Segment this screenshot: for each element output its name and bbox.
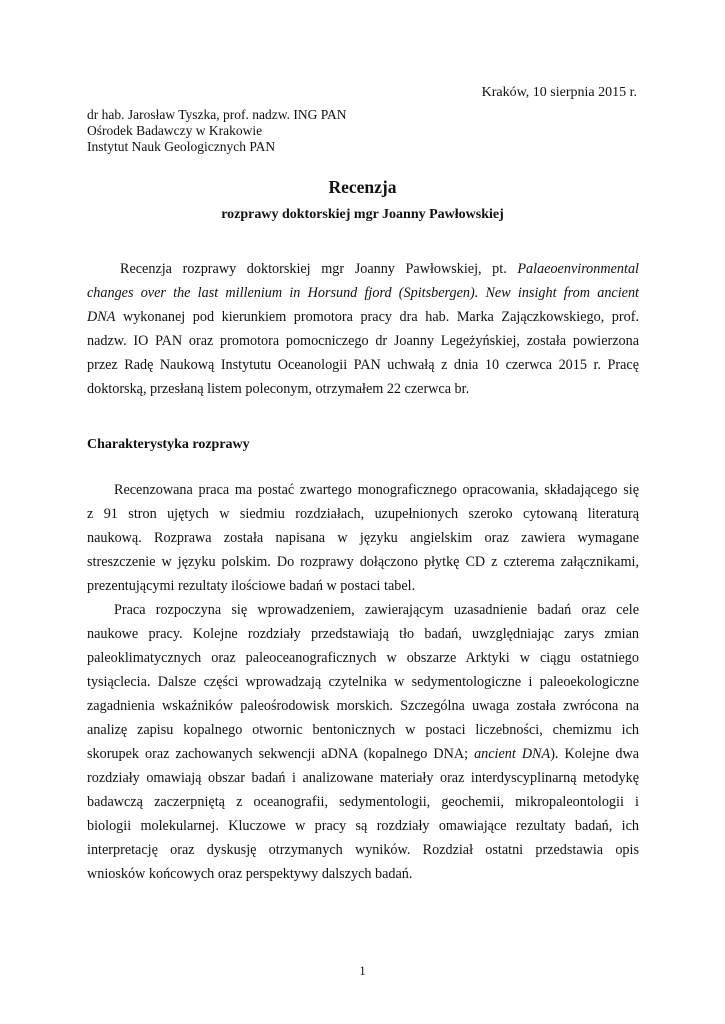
text-line: Recenzja rozprawy doktorskiej mgr Joanny Pawłowskiej, pt. Palaeoenvironmental [120,261,639,277]
reviewer-block [87,107,347,155]
reviewer-name: dr hab. Jarosław Tyszka, prof. nadzw. ING PAN [87,107,347,122]
text-line: badawczą zaczerpniętą z oceanografii, sedymentologii, geochemii, mikropaleontologii i [87,794,639,810]
section-heading: Charakterystyka rozprawy [87,437,250,452]
intro-paragraph [87,257,639,401]
text-line: tysiąclecia. Dalsze części wprowadzają czytelnika w sedymentologiczne i paleoekologiczne [87,674,639,690]
page-number: 1 [359,964,366,978]
text-line: doktorską, przesłaną listem poleconym, otrzymałem 22 czerwca br. [87,381,470,397]
text-line: przez Radę Naukową Instytutu Oceanologii PAN uchwałą z dnia 10 czerwca 2015 r. Pracę [87,357,639,373]
text-line: changes over the last millenium in Horsund fjord (Spitsbergen). New insight from ancient [87,285,639,301]
text-line: skorupek oraz zachowanych sekwencji aDNA (kopalnego DNA; ancient DNA). Kolejne dwa [87,746,639,762]
text-line: rozdziały omawiają obszar badań i analizowane materiały oraz interdyscyplinarną metodykę [87,770,639,786]
document-subtitle: rozprawy doktorskiej mgr Joanny Pawłowskiej [221,207,504,222]
text-line: zagadnienia wskaźników paleośrodowisk morskich. Szczególna uwaga została zwrócona na [87,698,639,714]
text-line: interpretację oraz dyskusję otrzymanych wyników. Rozdział ostatni przedstawia opis [87,842,639,858]
text-line: Recenzowana praca ma postać zwartego monograficznego opracowania, składającego się [114,482,639,498]
text-line: biologii molekularnej. Kluczowe w pracy są rozdziały omawiające rezultaty badań, ich [87,818,639,834]
text-line: DNA wykonanej pod kierunkiem promotora pracy dra hab. Marka Zajączkowskiego, prof. [87,309,639,325]
text-line: nadzw. IO PAN oraz promotora pomocniczego dr Joanny Legeżyńskiej, została powierzona [87,333,639,349]
document-title: Recenzja [328,177,397,197]
reviewer-unit: Ośrodek Badawczy w Krakowie [87,123,263,138]
text-line: analizę zapisu kopalnego otwornic bentonicznych w postaci liczebności, chemizmu ich [87,722,639,738]
body-paragraph-2 [87,598,639,886]
document-date: Kraków, 10 sierpnia 2015 r. [481,85,637,100]
text-line: naukową. Rozprawa została napisana w języku angielskim oraz zawiera wymagane [87,530,639,546]
body-paragraph-1 [87,478,639,598]
text-line: streszczenie w języku polskim. Do rozprawy dołączono płytkę CD z czterema załącznikami, [87,554,639,570]
text-line: naukowe pracy. Kolejne rozdziały przedstawiają tło badań, uwzględniając zarys zmian [87,626,639,642]
text-line: wniosków końcowych oraz perspektywy dalszych badań. [87,866,413,882]
text-line: Praca rozpoczyna się wprowadzeniem, zawierającym uzasadnienie badań oraz cele [114,602,639,618]
text-line: paleoklimatycznych oraz paleoceanograficznych w obszarze Arktyki w ciągu ostatniego [87,650,639,666]
text-line: z 91 stron ujętych w siedmiu rozdziałach, uzupełnionych szeroko cytowaną literaturą [87,506,639,522]
text-line: prezentującymi rezultaty ilościowe badań w postaci tabel. [87,578,416,594]
reviewer-institute: Instytut Nauk Geologicznych PAN [87,139,276,154]
